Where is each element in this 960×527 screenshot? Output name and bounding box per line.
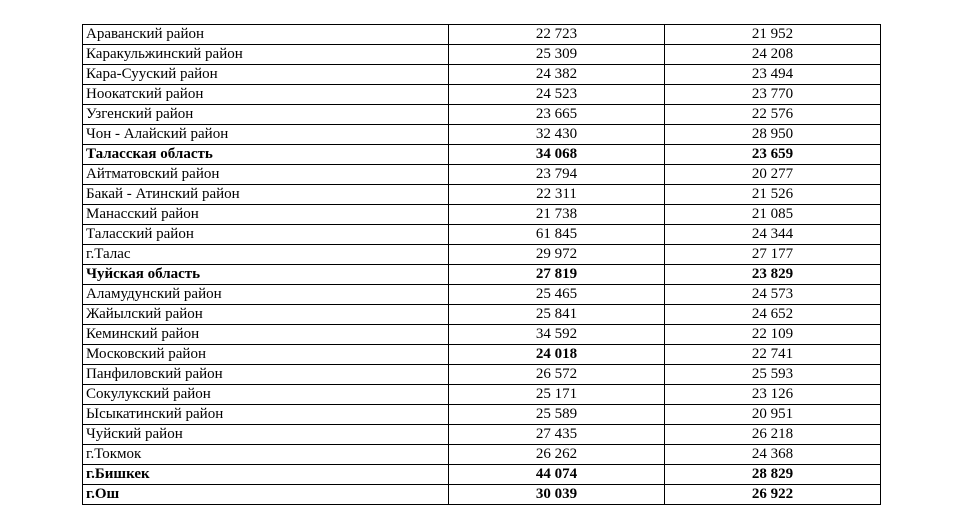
- value-1-cell: 30 039: [449, 485, 665, 505]
- value-1-cell: 24 523: [449, 85, 665, 105]
- value-1-cell: 23 794: [449, 165, 665, 185]
- row-name-cell: г.Бишкек: [83, 465, 449, 485]
- value-1-cell: 27 819: [449, 265, 665, 285]
- value-1-cell: 22 311: [449, 185, 665, 205]
- value-1-cell: 32 430: [449, 125, 665, 145]
- value-1-cell: 34 068: [449, 145, 665, 165]
- row-name-cell: Ноокатский район: [83, 85, 449, 105]
- table-row-region: [83, 265, 881, 285]
- value-1-cell: 27 435: [449, 425, 665, 445]
- value-2-cell: 24 208: [665, 45, 881, 65]
- row-name-cell: Чон - Алайский район: [83, 125, 449, 145]
- value-2-cell: 23 829: [665, 265, 881, 285]
- value-1-cell: 61 845: [449, 225, 665, 245]
- table-row: [83, 205, 881, 225]
- value-2-cell: 21 526: [665, 185, 881, 205]
- value-2-cell: 23 770: [665, 85, 881, 105]
- row-name-cell: Чуйская область: [83, 265, 449, 285]
- row-name-cell: Сокулукский район: [83, 385, 449, 405]
- row-name-cell: Араванский район: [83, 25, 449, 45]
- row-name-cell: Узгенский район: [83, 105, 449, 125]
- row-name-cell: Айтматовский район: [83, 165, 449, 185]
- value-2-cell: 24 652: [665, 305, 881, 325]
- row-name-cell: Кара-Сууский район: [83, 65, 449, 85]
- row-name-cell: г.Ош: [83, 485, 449, 505]
- row-name-cell: Бакай - Атинский район: [83, 185, 449, 205]
- row-name-cell: Кеминский район: [83, 325, 449, 345]
- table-row: [83, 285, 881, 305]
- value-2-cell: 21 952: [665, 25, 881, 45]
- value-1-cell: 25 841: [449, 305, 665, 325]
- value-2-cell: 22 741: [665, 345, 881, 365]
- table-row: [83, 85, 881, 105]
- value-1-cell: 29 972: [449, 245, 665, 265]
- value-2-cell: 20 277: [665, 165, 881, 185]
- value-1-cell: 25 171: [449, 385, 665, 405]
- value-2-cell: 22 109: [665, 325, 881, 345]
- value-1-cell: 22 723: [449, 25, 665, 45]
- row-name-cell: г.Токмок: [83, 445, 449, 465]
- row-name-cell: Ысыкатинский район: [83, 405, 449, 425]
- row-name-cell: Московский район: [83, 345, 449, 365]
- value-2-cell: 24 573: [665, 285, 881, 305]
- value-2-cell: 27 177: [665, 245, 881, 265]
- value-1-cell: 44 074: [449, 465, 665, 485]
- table-row: [83, 325, 881, 345]
- table-row: [83, 125, 881, 145]
- table-row: [83, 385, 881, 405]
- value-2-cell: 25 593: [665, 365, 881, 385]
- row-name-cell: Таласская область: [83, 145, 449, 165]
- row-name-cell: Аламудунский район: [83, 285, 449, 305]
- table-row: [83, 45, 881, 65]
- table-row-region: [83, 465, 881, 485]
- value-1-cell: 24 018: [449, 345, 665, 365]
- table-row: [83, 425, 881, 445]
- table-row: [83, 185, 881, 205]
- value-2-cell: 24 368: [665, 445, 881, 465]
- table-row: [83, 405, 881, 425]
- value-1-cell: 25 465: [449, 285, 665, 305]
- table-row: [83, 345, 881, 365]
- row-name-cell: Жайылский район: [83, 305, 449, 325]
- value-1-cell: 26 572: [449, 365, 665, 385]
- value-2-cell: 23 659: [665, 145, 881, 165]
- value-2-cell: 20 951: [665, 405, 881, 425]
- value-1-cell: 25 309: [449, 45, 665, 65]
- row-name-cell: Каракульжинский район: [83, 45, 449, 65]
- value-1-cell: 23 665: [449, 105, 665, 125]
- value-2-cell: 28 950: [665, 125, 881, 145]
- row-name-cell: Панфиловский район: [83, 365, 449, 385]
- table-row: [83, 365, 881, 385]
- value-1-cell: 26 262: [449, 445, 665, 465]
- table-row-region: [83, 485, 881, 505]
- row-name-cell: Манасский район: [83, 205, 449, 225]
- table-row: [83, 225, 881, 245]
- value-1-cell: 25 589: [449, 405, 665, 425]
- table-row: [83, 105, 881, 125]
- value-1-cell: 24 382: [449, 65, 665, 85]
- table-body: [83, 25, 881, 505]
- value-1-cell: 34 592: [449, 325, 665, 345]
- data-table: [82, 24, 881, 505]
- table-row: [83, 25, 881, 45]
- value-2-cell: 24 344: [665, 225, 881, 245]
- value-2-cell: 22 576: [665, 105, 881, 125]
- row-name-cell: Чуйский район: [83, 425, 449, 445]
- row-name-cell: г.Талас: [83, 245, 449, 265]
- value-1-cell: 21 738: [449, 205, 665, 225]
- table-row-region: [83, 145, 881, 165]
- table-row: [83, 305, 881, 325]
- row-name-cell: Таласский район: [83, 225, 449, 245]
- value-2-cell: 26 218: [665, 425, 881, 445]
- value-2-cell: 21 085: [665, 205, 881, 225]
- table-row: [83, 65, 881, 85]
- value-2-cell: 28 829: [665, 465, 881, 485]
- value-2-cell: 23 494: [665, 65, 881, 85]
- table-row: [83, 165, 881, 185]
- table-row: [83, 445, 881, 465]
- value-2-cell: 26 922: [665, 485, 881, 505]
- value-2-cell: 23 126: [665, 385, 881, 405]
- table-row: [83, 245, 881, 265]
